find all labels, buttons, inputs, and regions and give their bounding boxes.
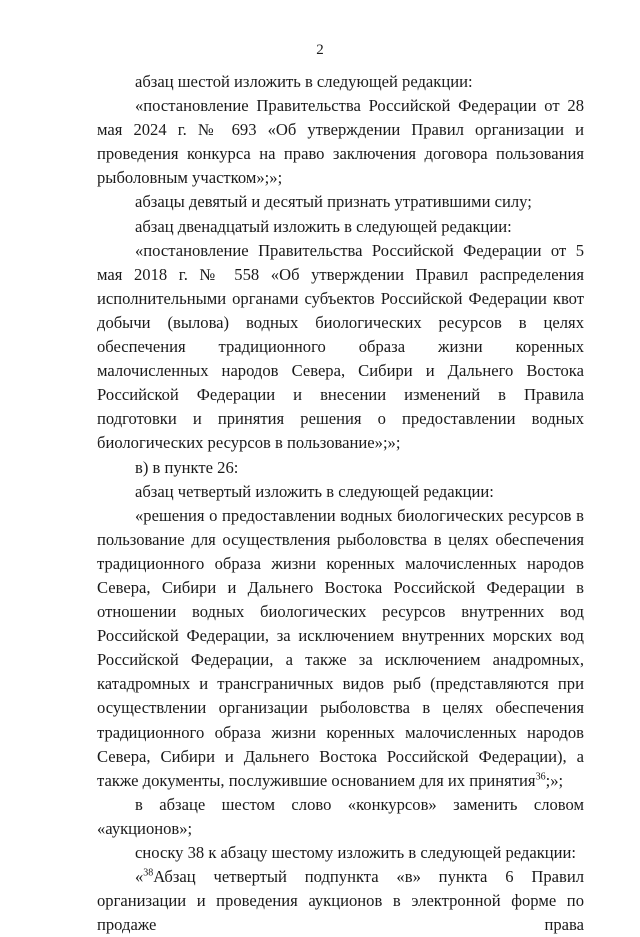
paragraph-3: абзацы девятый и десятый признать утратившими силу; (135, 192, 532, 212)
paragraph-8-text: «решения о предоставлении водных биологических ресурсов в пользование для осуществления рыболовства в целях обеспечения традиционного образа жизни коренных малочисленных народов Севера, Сибири и Дальнего Востока Российской Федерации в отношении водных биологических ресурсов внутренних вод Российской Федерации, за исключением внутренних морских вод Российской Федерации, а также за исключением анадромных, катадромных и трансграничных видов рыб (представляются при осуществлении организации рыболовства в целях обеспечения традиционного образа жизни коренных малочисленных народов Севера, Сибири и Дальнего Востока Российской Федерации), а также документы, послужившие основанием для их принятия (97, 505, 584, 790)
paragraph-11-text: Абзац четвертый подпункта «в» пункта 6 Правил организации и проведения аукционов в электронной форме по продаже права (97, 867, 584, 935)
paragraph-11-prefix: « (135, 867, 144, 887)
paragraph-7: абзац четвертый изложить в следующей редакции: (135, 481, 494, 501)
paragraph-9: в абзаце шестом слово «конкурсов» заменить словом «аукционов»; (97, 794, 584, 838)
paragraph-8 (97, 504, 584, 793)
paragraph-2: «постановление Правительства Российской Федерации от 28 мая 2024 г. № 693 «Об утверждении Правил организации и проведения конкурса на право заключения договора пользования рыболовным участком»;»; (97, 96, 584, 188)
page-number: 2 (316, 42, 324, 58)
paragraph-11 (97, 865, 584, 937)
paragraph-10: сноску 38 к абзацу шестому изложить в следующей редакции: (135, 843, 577, 862)
paragraph-5: «постановление Правительства Российской Федерации от 5 мая 2018 г. № 558 «Об утверждении Правил распределения исполнительными органами субъектов Российской Федерации квот добычи (вылова) водных биологических ресурсов в целях обеспечения традиционного образа жизни коренных малочисленных народов Севера, Сибири и Дальнего Востока Российской Федерации и внесении изменений в Правила подготовки и принятия решения о предоставлении водных биологических ресурсов в пользование»;»; (97, 240, 584, 453)
footnote-ref-38: 38 (143, 867, 154, 879)
document-body (97, 70, 584, 937)
footnote-ref-36: 36 (535, 771, 546, 783)
paragraph-4: абзац двенадцатый изложить в следующей редакции: (135, 216, 512, 236)
paragraph-8-tail: ;»; (545, 770, 564, 790)
paragraph-6: в) в пункте 26: (135, 457, 239, 477)
paragraph-1: абзац шестой изложить в следующей редакции: (135, 72, 473, 91)
